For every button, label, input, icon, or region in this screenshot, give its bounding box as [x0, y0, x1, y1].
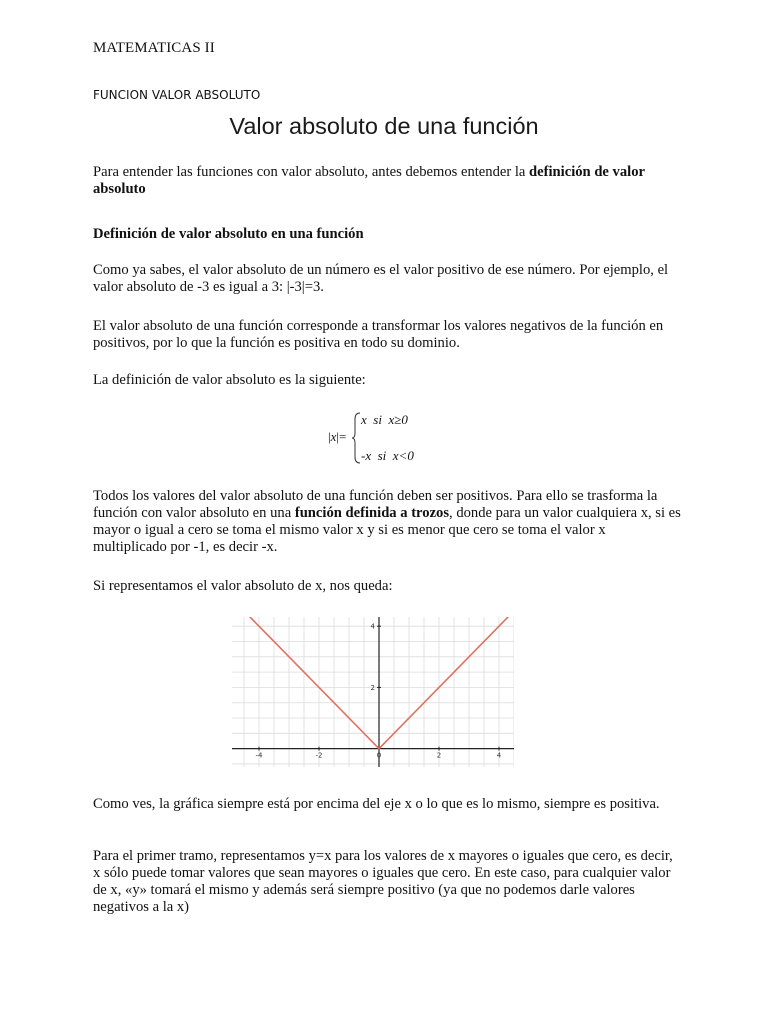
absolute-value-formula [318, 408, 458, 468]
paragraph-7: Para el primer tramo, representamos y=x para los valores de x mayores o iguales que cero, es decir, x sólo puede tomar valores que sean mayores o iguales que cero. En este caso, para cualquier valor de x, «y» tomará el mismo y además será siempre positivo (ya que no podemos darle valores negativos a la x) [93, 848, 673, 915]
paragraph-4: Todos los valores del valor absoluto de una función deben ser positivos. Para ello se trasforma la función con valor absoluto en una función definida a trozos, donde para un valor cualquiera x, si es mayor o igual a cero se toma el mismo valor x y si es menor que cero se toma el valor x multiplicado por -1, es decir -x. [93, 488, 681, 555]
paragraph-2: El valor absoluto de una función corresponde a transformar los valores negativos de la función en positivos, por lo que la función es positiva en todo su dominio. [93, 318, 664, 351]
subheading: Definición de valor absoluto en una función [93, 226, 364, 242]
y-tick-label: 2 [370, 683, 375, 692]
paragraph-5: Si representamos el valor absoluto de x, nos queda: [93, 578, 393, 594]
intro-paragraph [93, 164, 683, 198]
paragraph-4-bold: función definida a trozos [294, 505, 450, 521]
formula-case-negative: -x si x<0 [361, 448, 414, 463]
paragraph-6: Como ves, la gráfica siempre está por encima del eje x o lo que es lo mismo, siempre es positiva. [93, 796, 660, 812]
formula-case-positive: x si x≥0 [361, 412, 408, 427]
y-tick-label: 4 [370, 622, 375, 631]
x-tick-label: 2 [436, 751, 442, 760]
page-title: Valor absoluto de una función [229, 113, 539, 139]
course-header: MATEMATICAS II [93, 40, 215, 56]
paragraph-3: La definición de valor absoluto es la siguiente: [93, 372, 366, 388]
intro-bold: definición de valor absoluto [93, 164, 645, 197]
x-tick-label: -4 [255, 751, 263, 760]
intro-text: Para entender las funciones con valor absoluto, antes debemos entender la [93, 164, 530, 180]
x-tick-label: -2 [315, 751, 323, 760]
paragraph-1: Como ya sabes, el valor absoluto de un número es el valor positivo de ese número. Por ejemplo, el valor absoluto de -3 es igual a 3: |-3|=3. [93, 262, 669, 295]
x-tick-label: 0 [376, 751, 382, 760]
formula-lhs: |x|= [328, 429, 347, 444]
chart-svg [232, 617, 514, 767]
x-tick-label: 4 [496, 751, 502, 760]
section-label: FUNCION VALOR ABSOLUTO [93, 88, 261, 102]
absolute-value-chart [232, 617, 514, 767]
